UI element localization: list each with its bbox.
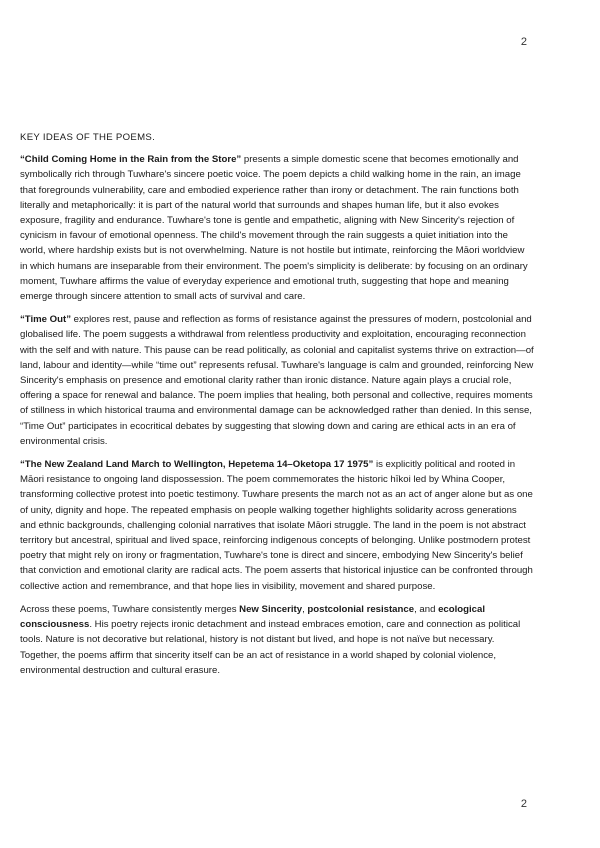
conclusion-emphasis: New Sincerity: [239, 603, 303, 615]
paragraph-child-coming-home: [20, 152, 534, 304]
paragraph-conclusion: [20, 602, 534, 678]
conclusion-emphasis: ecological consciousness: [20, 603, 485, 631]
conclusion-emphasis: postcolonial resistance: [307, 603, 415, 615]
poem-title-time-out: “Time Out”: [20, 314, 71, 326]
paragraph-text: explores rest, pause and reflection as forms of resistance against the pressures of modern, postcolonial and globalised life. The poem suggests a withdrawal from relentless productivity and exploitation, encouraging reconnection with the self and with nature. This pause can be read politically, as colonial and capitalist systems thrive on extraction—of land, labour and identity—while “time out” represents refusal. Tuwhare's language is calm and grounded, reinforcing New Sincerity's emphasis on presence and emotional clarity rather than ironic distance. Nature again plays a crucial role, offering a space for renewal and balance. The poem implies that healing, both personal and collective, requires moments of stillness in which historical trauma and environmental damage can be acknowledged rather than denied. In this sense, “Time Out” participates in ecocritical debates by suggesting that slowing down and caring are ethical acts in an era of environmental crisis.: [20, 314, 534, 447]
page-number-bottom: 2: [520, 798, 527, 810]
conclusion-text: Across these poems, Tuwhare consistently merges: [20, 603, 240, 615]
paragraph-land-march: [20, 457, 534, 594]
page-number-top: 2: [520, 36, 527, 48]
paragraph-time-out: [20, 312, 534, 449]
poem-title-child-coming-home: “Child Coming Home in the Rain from the Store”: [20, 154, 242, 166]
conclusion-text: ,: [302, 603, 308, 615]
paragraph-text: presents a simple domestic scene that becomes emotionally and symbolically rich through Tuwhare's sincere poetic voice. The poem depicts a child walking home in the rain, an image that foregrounds vulnerability, care and embodied experience rather than irony or detachment. The rain functions both literally and metaphorically: it is part of the natural world that surrounds and shapes human life, but it also evokes exposure, fragility and endurance. Tuwhare's tone is gentle and empathetic, aligning with New Sincerity's rejection of cynicism in favour of emotional openness. The child's movement through the rain suggests a quiet initiation into the world, where hardship exists but is not overwhelming. Nature is not hostile but intimate, reinforcing the Māori worldview in which humans are inseparable from their environment. The poem's simplicity is deliberate: by focusing on an ordinary moment, Tuwhare affirms the value of everyday experience and emotional truth, suggesting that hope and meaning emerge through sincere attention to small acts of survival and care.: [20, 154, 528, 303]
conclusion-text: , and: [414, 603, 439, 615]
paragraph-text: is explicitly political and rooted in Māori resistance to ongoing land dispossession. The poem commemorates the historic hīkoi led by Whina Cooper, transforming collective protest into poetic testimony. Tuwhare presents the march not as an act of anger alone but as one of unity, dignity and hope. The repeated emphasis on people walking together highlights solidarity across generations and ethnic backgrounds, challenging colonial narratives that isolate Māori struggle. The land in the poem is not abstract territory but ancestral, spiritual and lived space, reinforcing indigenous concepts of belonging. Unlike postmodern protest poetry that might rely on irony or fragmentation, Tuwhare's tone is direct and sincere, embodying New Sincerity's belief that conviction and emotional clarity are radical acts. The poem asserts that historical injustice can be confronted through collective action and remembrance, and that hope lies in visibility, movement and shared purpose.: [20, 459, 533, 592]
conclusion-text: . His poetry rejects ironic detachment and instead embraces emotion, care and connection as political tools. Nature is not decorative but relational, history is not distant but lived, and hope is not naïve but necessary. Together, the poems affirm that sincerity itself can be an act of resistance in a world shaped by colonial violence, environmental destruction and cultural erasure.: [20, 619, 521, 676]
section-heading: KEY IDEAS OF THE POEMS.: [20, 132, 156, 143]
poem-title-land-march: “The New Zealand Land March to Wellington, Hepetema 14–Oketopa 17 1975”: [20, 459, 374, 471]
document-body: [20, 130, 534, 686]
